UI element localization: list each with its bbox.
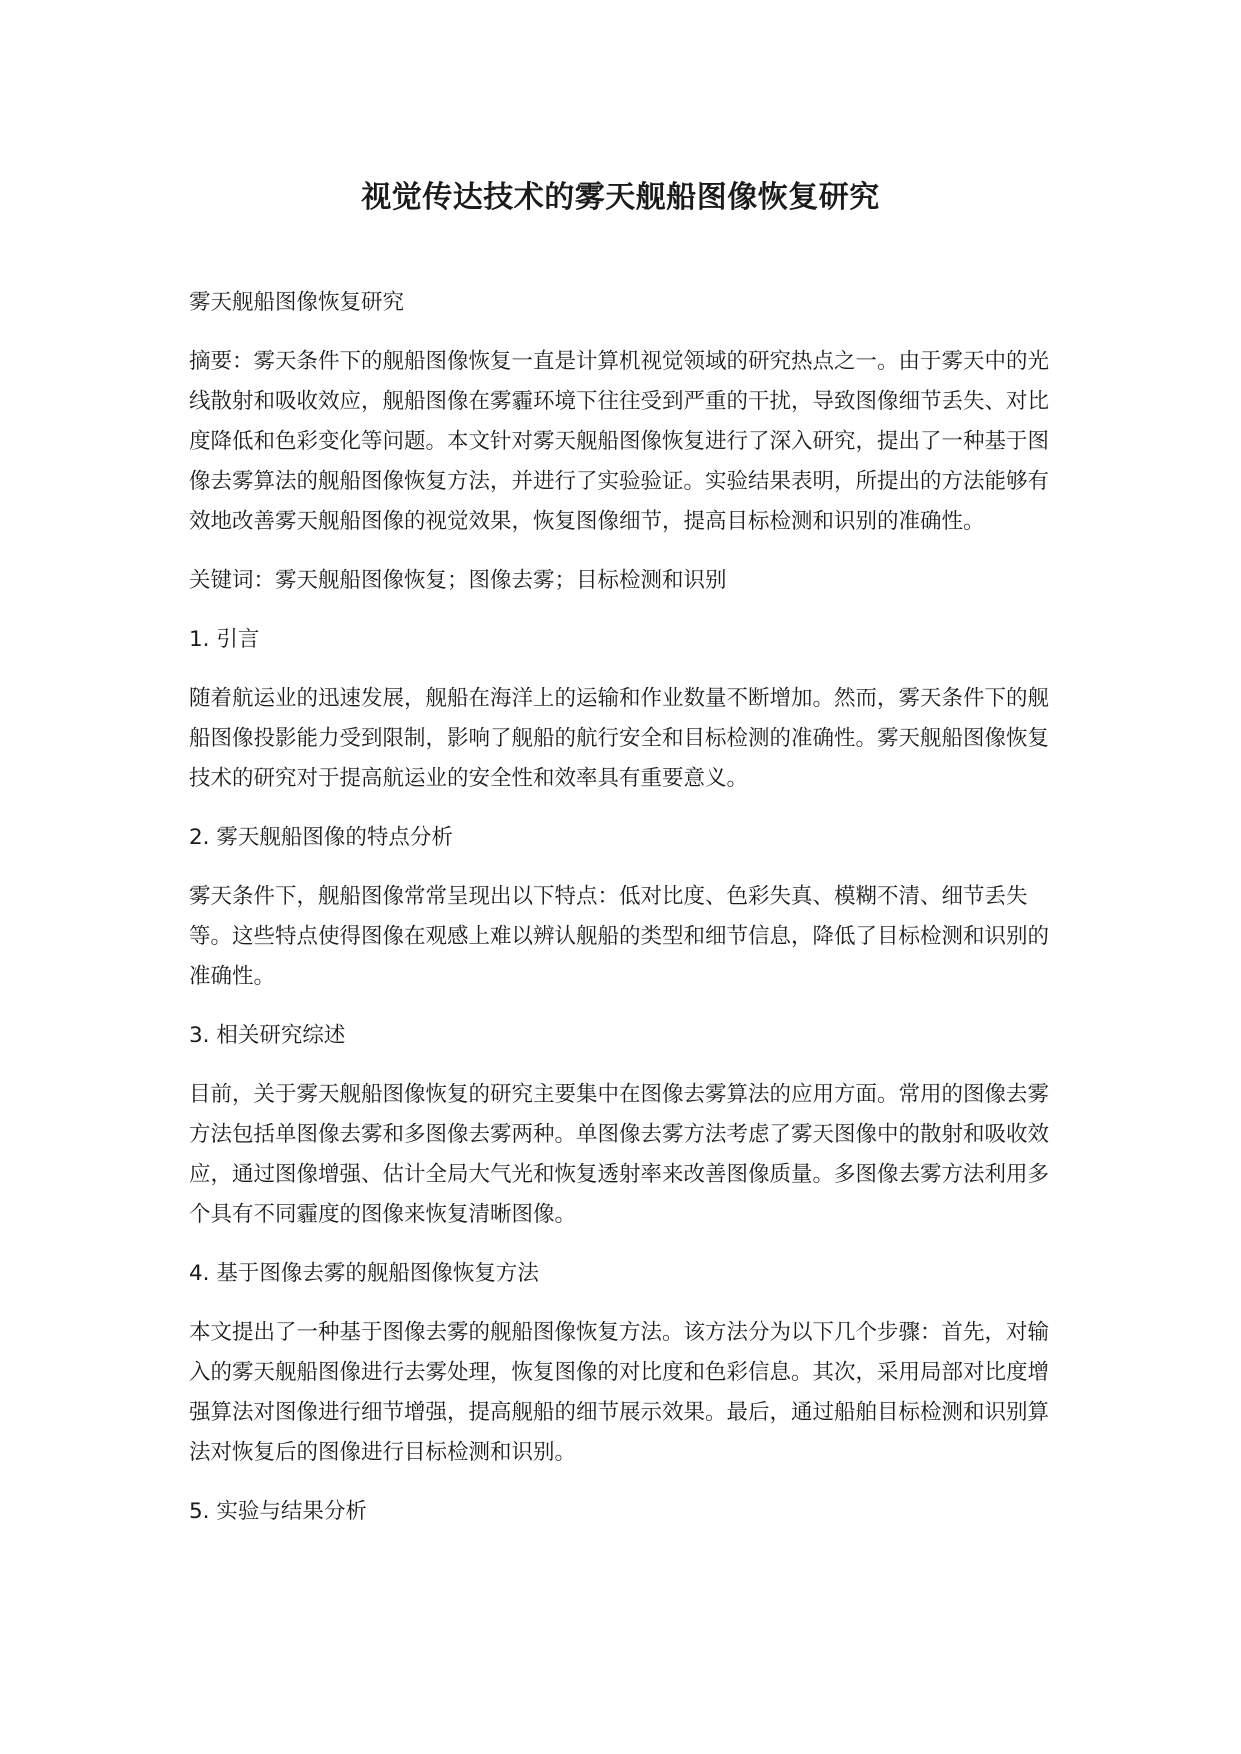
keywords-paragraph: 关键词：雾天舰船图像恢复；图像去雾；目标检测和识别 xyxy=(189,568,727,593)
section-heading-related-work: 3. 相关研究综述 xyxy=(189,1023,346,1048)
section-body-method: 本文提出了一种基于图像去雾的舰船图像恢复方法。该方法分为以下几个步骤：首先，对输入的雾天舰船图像进行去雾处理，恢复图像的对比度和色彩信息。其次，采用局部对比度增强算法对图像进行细节增强，提高舰船的细节展示效果。最后，通过船舶目标检测和识别算法对恢复后的图像进行目标检测和识别。 xyxy=(189,1320,1050,1465)
section-body-characteristics: 雾天条件下，舰船图像常常呈现出以下特点：低对比度、色彩失真、模糊不清、细节丢失等。这些特点使得图像在观感上难以辨认舰船的类型和细节信息，降低了目标检测和识别的准确性。 xyxy=(189,884,1050,989)
section-heading-method: 4. 基于图像去雾的舰船图像恢复方法 xyxy=(189,1261,539,1286)
document-body xyxy=(189,283,1069,1551)
section-body-related-work: 目前，关于雾天舰船图像恢复的研究主要集中在图像去雾算法的应用方面。常用的图像去雾方法包括单图像去雾和多图像去雾两种。单图像去雾方法考虑了雾天图像中的散射和吸收效应，通过图像增强、估计全局大气光和恢复透射率来改善图像质量。多图像去雾方法利用多个具有不同霾度的图像来恢复清晰图像。 xyxy=(189,1082,1050,1227)
section-heading-characteristics: 2. 雾天舰船图像的特点分析 xyxy=(189,825,453,850)
section-body-introduction: 随着航运业的迅速发展，舰船在海洋上的运输和作业数量不断增加。然而，雾天条件下的舰船图像投影能力受到限制，影响了舰船的航行安全和目标检测的准确性。雾天舰船图像恢复技术的研究对于提高航运业的安全性和效率具有重要意义。 xyxy=(189,686,1050,791)
document-subtitle: 雾天舰船图像恢复研究 xyxy=(189,290,405,315)
section-heading-introduction: 1. 引言 xyxy=(189,627,260,652)
section-heading-experiments: 5. 实验与结果分析 xyxy=(189,1499,367,1524)
abstract-paragraph: 摘要：雾天条件下的舰船图像恢复一直是计算机视觉领域的研究热点之一。由于雾天中的光线散射和吸收效应，舰船图像在雾霾环境下往往受到严重的干扰，导致图像细节丢失、对比度降低和色彩变化等问题。本文针对雾天舰船图像恢复进行了深入研究，提出了一种基于图像去雾算法的舰船图像恢复方法，并进行了实验验证。实验结果表明，所提出的方法能够有效地改善雾天舰船图像的视觉效果，恢复图像细节，提高目标检测和识别的准确性。 xyxy=(189,349,1050,534)
document-title: 视觉传达技术的雾天舰船图像恢复研究 xyxy=(361,180,880,215)
